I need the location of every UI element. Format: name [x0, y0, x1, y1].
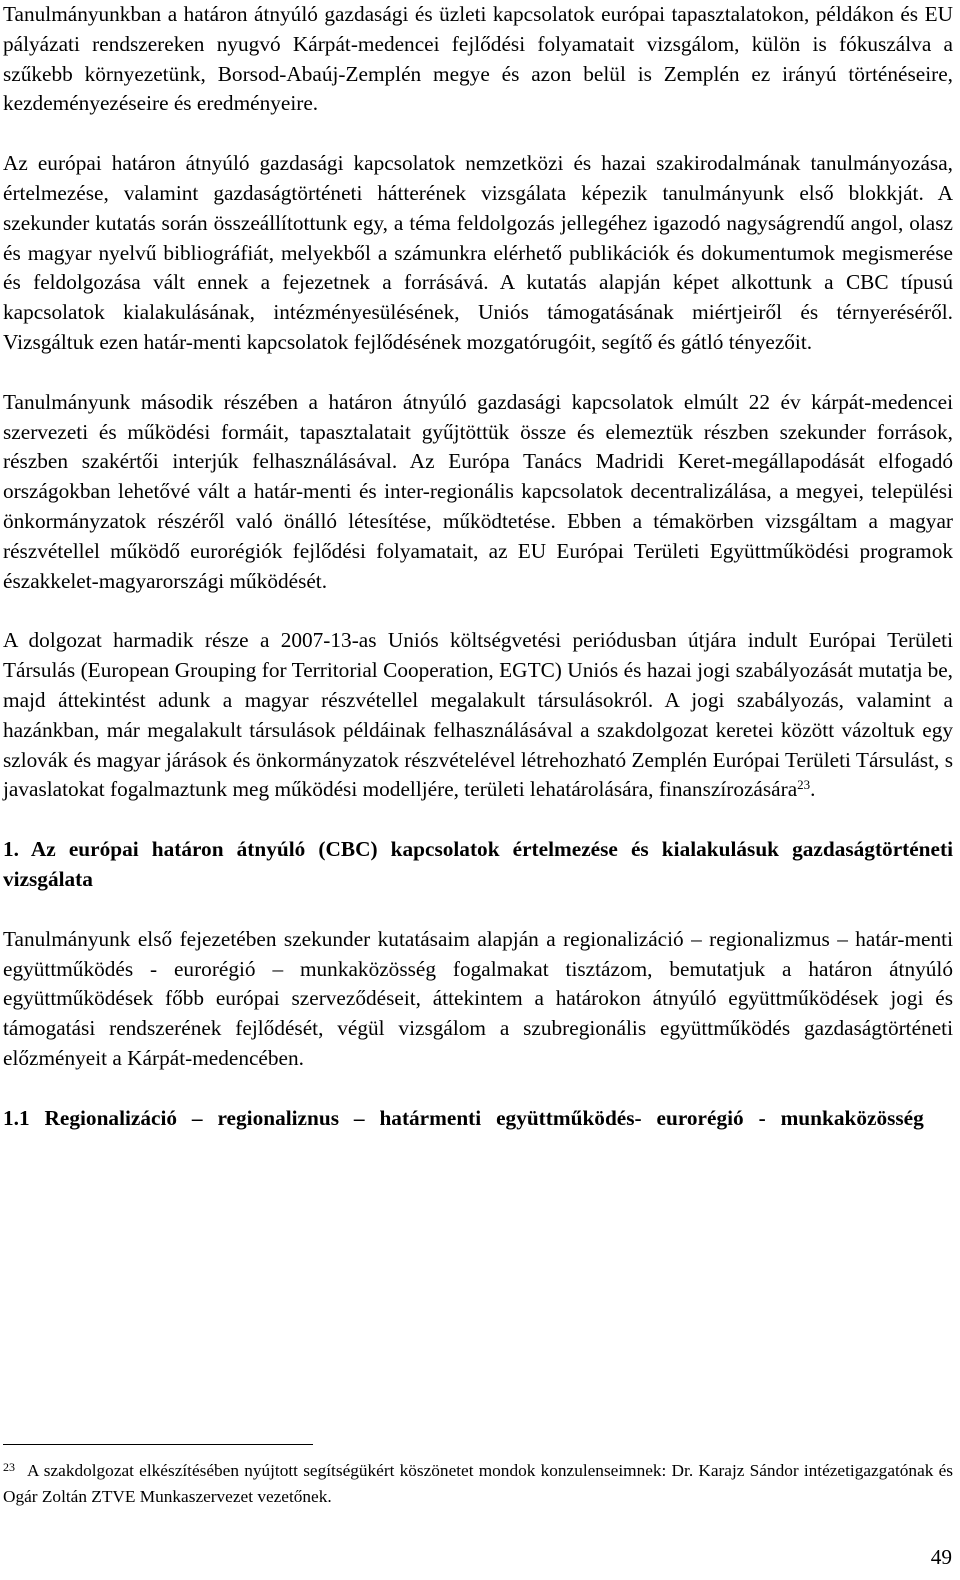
paragraph-third-part — [3, 626, 953, 805]
footnote-divider — [3, 1444, 313, 1445]
section-heading-1-1: 1.1 Regionalizáció – regionaliznus – határmenti együttműködés- eurorégió - munkaközösség — [3, 1105, 924, 1130]
page-number: 49 — [930, 1545, 952, 1569]
paragraph-second-part: Tanulmányunk második részében a határon átnyúló gazdasági kapcsolatok elmúlt 22 év kárpát-medencei szervezeti és működési formáit, tapasztalatait gyűjtöttük össze és elemeztük részben szekunder források, részben szakértői interjúk felhasználásával. Az Európa Tanács Madridi Keret-megállapodását elfogadó országokban lehetővé vált a határ-menti és inter-regionális kapcsolatok decentralizálása, a megyei, települési önkormányzatok részéről való önálló létesítése, működtetése. Ebben a témakörben vizsgáltam a magyar részvétellel működő eurorégiók fejlődési folyamatait, az EU Európai Területi Együttműködési programok északkelet-magyarországi működését. — [3, 389, 953, 593]
document-page — [3, 0, 953, 1134]
footnote — [3, 1458, 953, 1510]
paragraph-third-part-text: A dolgozat harmadik része a 2007-13-as Uniós költségvetési periódusban útjára indult Európai Területi Társulás (European Grouping for Territorial Cooperation, EGTC) Uniós és hazai jogi szabályozását mutatja be, majd áttekintést adunk a magyar részvétellel megalakult társulásokról. A jogi szabályozás, valamint a hazánkban, már megalakult társulások példáinak felhasználásával a szakdolgozat keretei között vázoltuk egy szlovák és magyar járások és önkormányzatok részvételével létrehozható Zemplén Európai Területi Társulást, s javaslatokat fogalmaztunk meg működési modelljére, területi lehatárolására, finanszírozására — [3, 628, 953, 802]
footnote-number: 23 — [3, 1460, 15, 1474]
paragraph-first-block: Az európai határon átnyúló gazdasági kapcsolatok nemzetközi és hazai szakirodalmának tanulmányozása, értelmezése, valamint gazdaságtörténeti hátterének vizsgálata képezik tanulmányunk első blokkját. A szekunder kutatás során összeállítottunk egy, a téma feldolgozás jellegéhez igazodó nagyságrendű angol, olasz és magyar nyelvű bibliográfiát, melyekből a számunkra elérhető publikációk és dokumentumok megismerése és feldolgozása vált ennek a fejezetnek a forrásává. A kutatás alapján képet alkottunk a CBC típusú kapcsolatok kialakulásának, intézményesülésének, Uniós támogatásának miértjeiről és térnyeréséről. Vizsgáltuk ezen határ-menti kapcsolatok fejlődésének mozgatórugóit, segítő és gátló tényezőit. — [3, 151, 953, 354]
section-heading-1: 1. Az európai határon átnyúló (CBC) kapcsolatok értelmezése és kialakulásuk gazdaságtörténeti vizsgálata — [3, 837, 953, 891]
footnote-text: A szakdolgozat elkészítésében nyújtott segítségükért köszönetet mondok konzulenseimnek: Dr. Karajz Sándor intézetigazgatónak és Ogár Zoltán ZTVE Munkaszervezet vezetőnek. — [3, 1461, 953, 1506]
paragraph-chapter-overview: Tanulmányunk első fejezetében szekunder kutatásaim alapján a regionalizáció – regionalizmus – határ-menti együttműködés - eurorégió – munkaközösség fogalmakat tisztázom, bemutatjuk a határon átnyúló együttműködések főbb európai szerveződéseit, áttekintem a határokon átnyúló együttműködések jogi és támogatási rendszerének fejlődését, végül vizsgálom a szubregionális együttműködés gazdaságtörténeti előzményeit a Kárpát-medencében. — [3, 926, 953, 1070]
footnote-reference: 23 — [797, 777, 811, 793]
paragraph-intro: Tanulmányunkban a határon átnyúló gazdasági és üzleti kapcsolatok európai tapasztalatokon, példákon és EU pályázati rendszereken nyugvó Kárpát-medencei fejlődési folyamatait vizsgálom, külön is fókuszálva a szűkebb környezetünk, Borsod-Abaúj-Zemplén megye és azon belül is Zemplén ez irányú történéseire, kezdeményezéseire és eredményeire. — [3, 2, 953, 116]
paragraph-third-part-end: . — [810, 777, 816, 802]
